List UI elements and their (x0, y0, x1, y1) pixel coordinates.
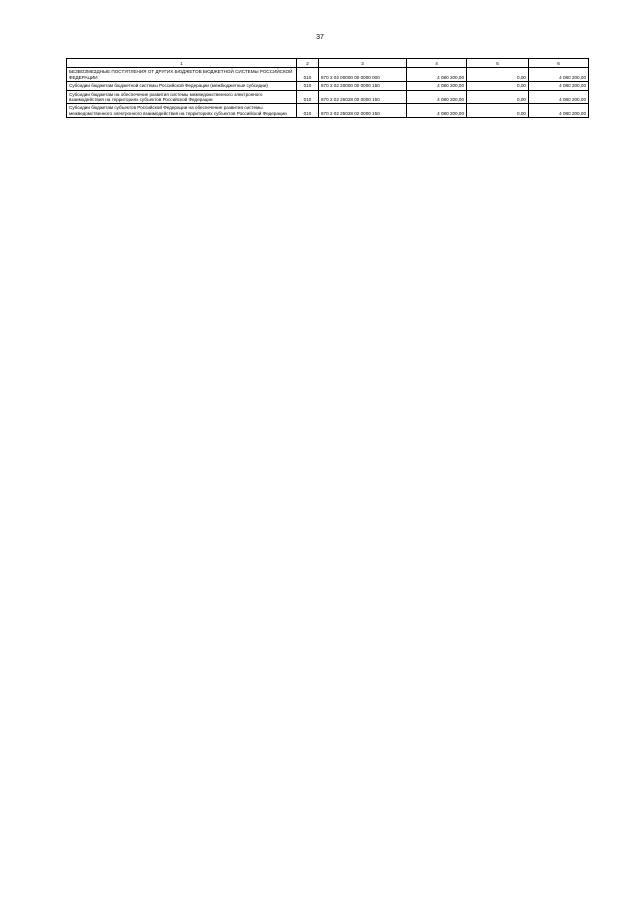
page-number: 37 (316, 34, 324, 41)
row-value-col6: 4 080 200,00 (529, 90, 589, 104)
row-line-code: 010 (297, 68, 319, 82)
row-budget-code: 870 2 02 00000 00 0000 000 (319, 68, 407, 82)
row-value-col4: 4 080 200,00 (407, 82, 467, 90)
row-value-col5: 0,00 (467, 68, 529, 82)
row-value-col4: 4 080 200,00 (407, 104, 467, 118)
row-value-col6: 4 080 200,00 (529, 104, 589, 118)
row-value-col5: 0,00 (467, 82, 529, 90)
column-number: 3 (319, 59, 407, 68)
row-name: БЕЗВОЗМЕЗДНЫЕ ПОСТУПЛЕНИЯ ОТ ДРУГИХ БЮДЖЕТОВ БЮДЖЕТНОЙ СИСТЕМЫ РОССИЙСКОЙ ФЕДЕРАЦИИ (67, 68, 297, 82)
column-number: 4 (407, 59, 467, 68)
row-line-code: 010 (297, 90, 319, 104)
column-number: 2 (297, 59, 319, 68)
row-line-code: 010 (297, 82, 319, 90)
table-row (67, 104, 589, 118)
row-value-col5: 0,00 (467, 90, 529, 104)
row-value-col4: 4 080 200,00 (407, 68, 467, 82)
row-budget-code: 870 2 02 20000 00 0000 150 (319, 82, 407, 90)
column-number-row (67, 59, 589, 68)
row-line-code: 010 (297, 104, 319, 118)
row-name: Субсидии бюджетам на обеспечение развития системы межведомственного электронного взаимодействия на территориях субъектов Российской Федерации (67, 90, 297, 104)
column-number: 6 (529, 59, 589, 68)
row-value-col4: 4 080 200,00 (407, 90, 467, 104)
row-budget-code: 870 2 02 25028 00 0000 150 (319, 90, 407, 104)
row-name: Субсидии бюджетам субъектов Российской Федерации на обеспечение развития системы межведомственного электронного взаимодействия на территориях субъектов Российской Федерации (67, 104, 297, 118)
budget-table (66, 58, 589, 118)
row-budget-code: 870 2 02 25028 02 0000 150 (319, 104, 407, 118)
row-value-col5: 0,00 (467, 104, 529, 118)
row-value-col6: 4 080 200,00 (529, 68, 589, 82)
table-row (67, 82, 589, 90)
row-name: Субсидии бюджетам бюджетной системы Российской Федерации (межбюджетные субсидии) (67, 82, 297, 90)
table-row (67, 90, 589, 104)
column-number: 5 (467, 59, 529, 68)
column-number: 1 (67, 59, 297, 68)
table-row (67, 68, 589, 82)
row-value-col6: 4 080 200,00 (529, 82, 589, 90)
